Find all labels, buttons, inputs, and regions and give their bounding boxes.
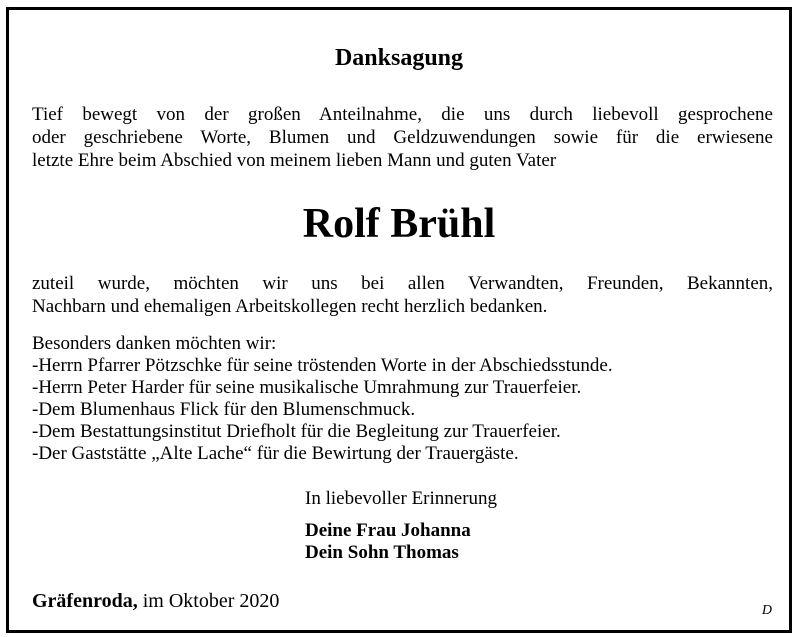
- signatories: [305, 520, 471, 564]
- thanks-line: zuteil wurde, möchten wir uns bei allen Verwandten, Freunden, Bekannten,: [32, 273, 773, 294]
- signatory: Deine Frau Johanna: [305, 520, 471, 541]
- list-item: -Dem Blumenhaus Flick für den Blumenschmuck.: [32, 399, 416, 420]
- closing-phrase: In liebevoller Erinnerung: [305, 488, 498, 509]
- notice-heading: Danksagung: [334, 45, 464, 71]
- special-thanks-list: [32, 333, 773, 465]
- thanks-line: Nachbarn und ehemaligen Arbeitskollegen recht herzlich bedanken.: [32, 296, 548, 317]
- signatory: Dein Sohn Thomas: [305, 542, 459, 563]
- intro-line: letzte Ehre beim Abschied von meinem lieben Mann und guten Vater: [32, 150, 557, 171]
- deceased-name: Rolf Brühl: [302, 201, 496, 247]
- town-name: Gräfenroda,: [32, 590, 138, 612]
- date-text: im Oktober 2020: [137, 590, 280, 612]
- list-item: -Der Gaststätte „Alte Lache“ für die Bewirtung der Trauergäste.: [32, 443, 519, 464]
- place-date: [32, 590, 279, 613]
- corner-mark: D: [761, 603, 772, 618]
- obituary-notice: [6, 7, 792, 633]
- intro-line: Tief bewegt von der großen Anteilnahme, die uns durch liebevoll gesprochene: [32, 104, 773, 125]
- intro-line: oder geschriebene Worte, Blumen und Geldzuwendungen sowie für die erwiesene: [32, 127, 773, 148]
- intro-paragraph: [32, 103, 773, 172]
- list-item: -Herrn Pfarrer Pötzschke für seine tröstenden Worte in der Abschiedsstunde.: [32, 355, 613, 376]
- list-item: -Herrn Peter Harder für seine musikalische Umrahmung zur Trauerfeier.: [32, 377, 582, 398]
- thanks-paragraph: [32, 272, 773, 318]
- list-item: -Dem Bestattungsinstitut Driefholt für die Begleitung zur Trauerfeier.: [32, 421, 561, 442]
- special-thanks-intro: Besonders danken möchten wir:: [32, 333, 277, 354]
